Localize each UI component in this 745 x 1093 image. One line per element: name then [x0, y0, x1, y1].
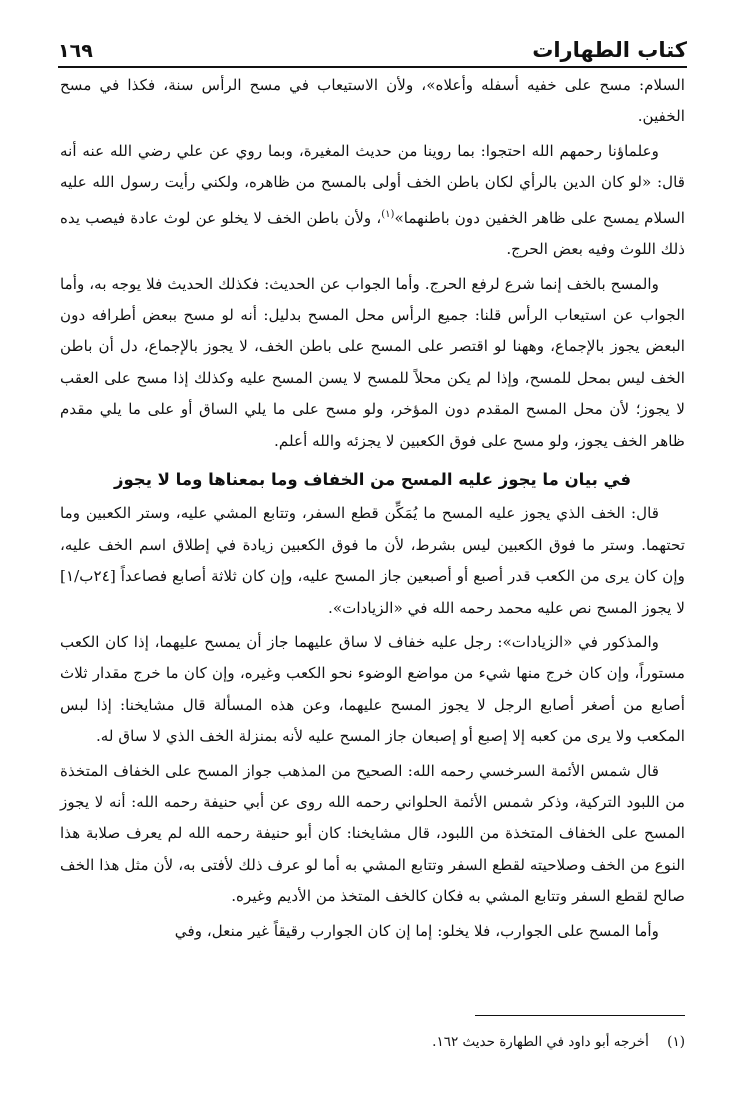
footnote-marker: (١) [667, 1034, 685, 1050]
paragraph: والمذكور في «الزيادات»: رجل عليه خفاف لا ساق عليهما جاز أن يمسح عليهما، إذا كان الكعب مستوراً، وإن كان خرج منها شيء من مواضع الوضوء نحو الكعب وغيره، وإن كان ما خرج مقدار ثلاث أصابع من أصغر أصابع الرجل لا يجوز المسح عليهما، وعن هذه المسألة قال مشايخنا: إذا لبس المكعب ولا يرى من كعبه إلا إصبع أو إصبعان جاز المسح عليه لأنه بمنزلة الخف الذي لا ساق له. [60, 632, 685, 746]
paragraph [60, 70, 685, 133]
page-number: ١٦٩ [58, 40, 93, 62]
section-heading: في بيان ما يجوز عليه المسح من الخفاف وما بمعناها وما لا يجوز [113, 469, 632, 489]
footnote-rule [475, 1015, 685, 1016]
paragraph-text: السلام: مسح على خفيه أسفله وأعلاه»، ولأن الاستيعاب في مسح الرأس سنة، فكذا في مسح الخفين. [60, 76, 685, 126]
paragraph [60, 136, 685, 266]
paragraph: وأما المسح على الجوارب، فلا يخلو: إما إن كان الجوارب رقيقاً غير منعل، وفي [174, 921, 659, 940]
footnote-text: أخرجه أبو داود في الطهارة حديث ١٦٢. [432, 1034, 649, 1050]
paragraph [60, 269, 685, 457]
footnote-reference[interactable]: (١) [381, 208, 395, 220]
footnote [60, 1030, 685, 1054]
running-header [58, 26, 687, 62]
paragraph: قال شمس الأئمة السرخسي رحمه الله: الصحيح من المذهب جواز المسح على الخفاف المتخذة من اللبود التركية، وذكر شمس الأئمة الحلواني رحمه الله روى عن أبي حنيفة رحمه الله: أنه لا يجوز المسح على الخفاف المتخذة من اللبود، قال مشايخنا: كان أبو حنيفة رحمه الله لم يعرف صلابة هذا النوع من الخف وصلاحيته لقطع السفر وتتابع المشي به أما لو عرف ذلك لأفتى به، لأن مثل هذا الخف صالح لقطع السفر وتتابع المشي به فكان كالخف المتخذ من الأديم وغيره. [60, 761, 685, 906]
paragraph: قال: الخف الذي يجوز عليه المسح ما يُمَكِّن قطع السفر، وتتابع المشي عليه، وستر الكعبين وما تحتهما. وستر ما فوق الكعبين ليس بشرط، لأن ما فوق الكعبين زيادة في إطلاق اسم الخف عليه، وإن كان يرى من الكعب قدر أصبع أو أصبعين جاز المسح عليه، وإن كان ثلاثة أصابع فصاعداً [٢٤ب/١] لا يجوز المسح نص عليه محمد رحمه الله في «الزيادات». [60, 504, 685, 617]
header-rule [58, 66, 687, 68]
body-text [60, 70, 685, 947]
paragraph-text: ، ولأن باطن الخف لا يخلو عن لوث عادة فيصب يده ذلك اللوث وفيه بعض الحرج. [60, 208, 685, 259]
paragraph-text: والمسح بالخف إنما شرع لرفع الحرج. وأما الجواب عن الحديث: فكذلك الحديث فلا يوجه به، وأما الجواب عن استيعاب الرأس قلنا: جميع الرأس محل المسح بدليل: أنه لو مسح ببعض أطرافه دون البعض يجوز بالإجماع، وههنا لو اقتصر على المسح على باطن الخف، لا يجوز بالإجماع، دل أن باطن الخف ليس بمحل للمسح، وإذا لم يكن محلاً للمسح لا يسن المسح عليه وكذلك إذا مسح على العقب لا يجوز؛ لأن محل المسح المقدم دون المؤخر، ولو مسح على ما يلي الساق أو على ما يلي مقدم ظاهر الخف يجوز، ولو مسح على فوق الكعبين لا يجزئه والله أعلم. [60, 274, 685, 450]
paragraph-text: وعلماؤنا رحمهم الله احتجوا: بما روينا من حديث المغيرة، وبما روي عن علي رضي الله عنه أنه قال: «لو كان الدين بالرأي لكان باطن الخف أولى بالمسح من ظاهره، ولكني رأيت رسول الله عليه السلام يمسح على ظاهر الخفين دون باطنهما» [60, 141, 686, 227]
book-title: كتاب الطهارات [532, 38, 687, 62]
